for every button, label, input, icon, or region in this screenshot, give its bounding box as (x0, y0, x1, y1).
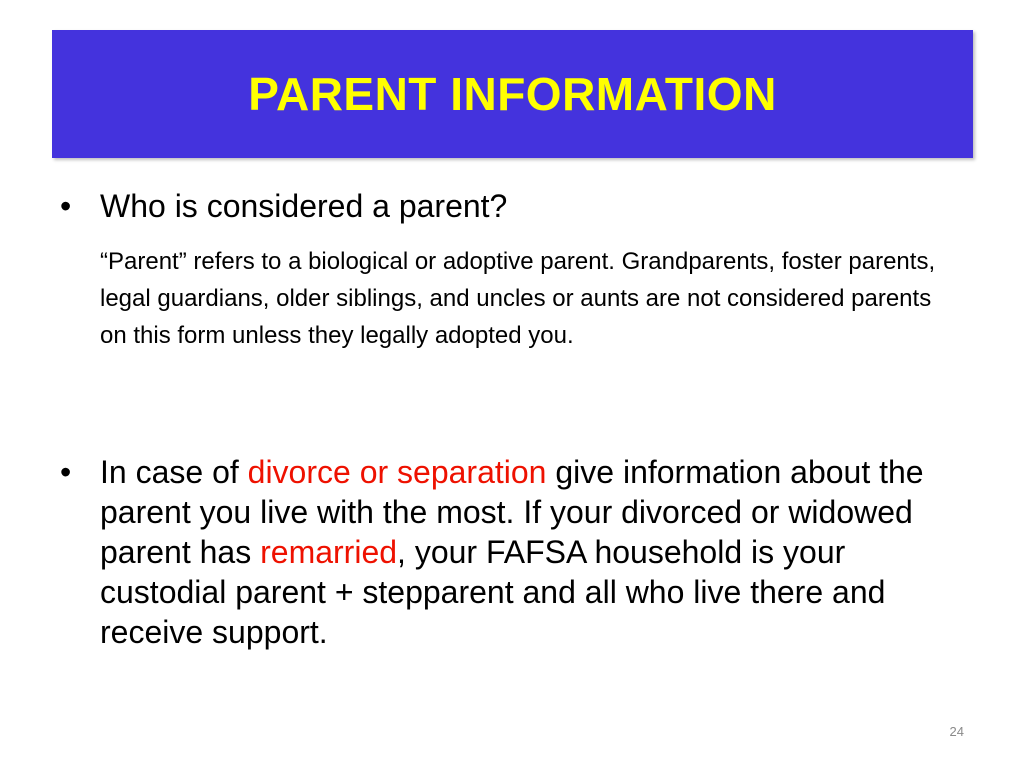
slide-title: PARENT INFORMATION (248, 68, 777, 120)
highlight-remarried: remarried (260, 534, 398, 570)
bullet-dot-icon: • (60, 188, 72, 224)
bullet-text-segment: give information about the parent you live with the most. If your divorced or widowed parent has (100, 454, 924, 570)
bullet-text-segment: , your FAFSA household is your custodial parent + stepparent and all who live there and receive support. (100, 534, 886, 650)
page-number: 24 (949, 724, 964, 739)
highlight-divorce-separation: divorce or separation (247, 454, 547, 490)
parent-definition-paragraph: “Parent” refers to a biological or adoptive parent. Grandparents, foster parents, legal guardians, older siblings, and uncles or aunts are not considered parents on this form unless they legally adopted you. (100, 248, 936, 349)
bullet-item-divorce-separation (60, 452, 950, 652)
bullet-item-parent-definition (60, 186, 960, 226)
bullet-text-segment: In case of (100, 454, 248, 490)
bullet-paragraph (100, 452, 950, 652)
bullet-text: Who is considered a parent? (100, 188, 508, 224)
bullet-dot-icon: • (60, 454, 72, 490)
title-banner (52, 30, 973, 158)
